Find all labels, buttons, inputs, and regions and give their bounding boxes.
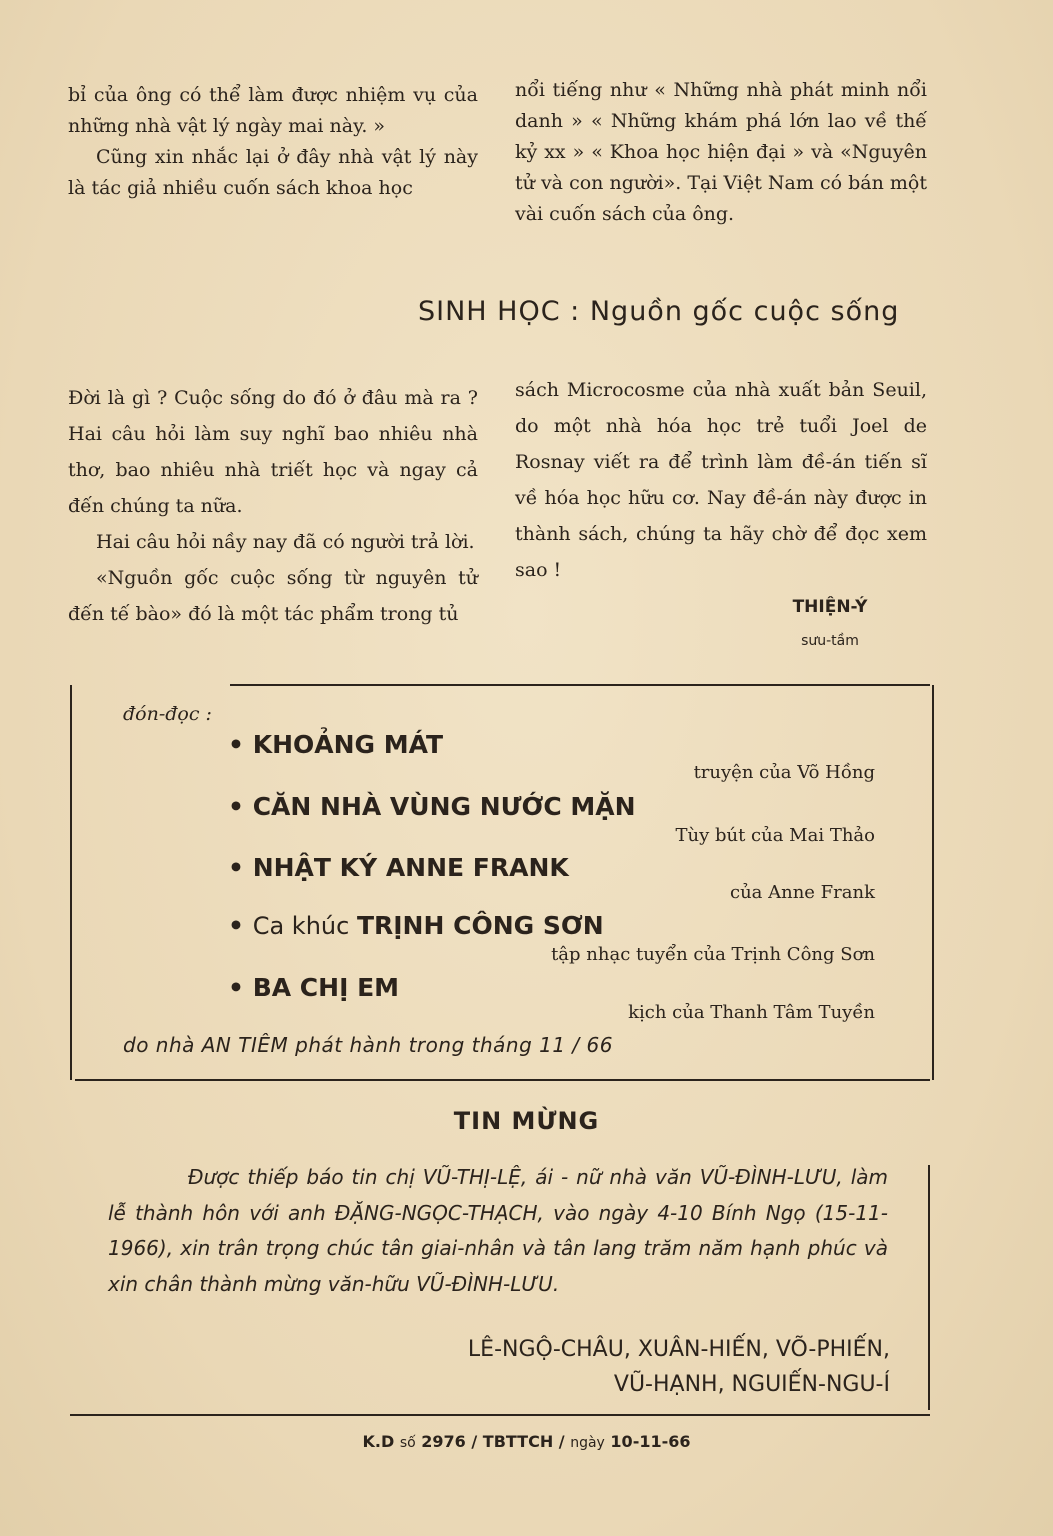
paragraph: Cũng xin nhắc lại ở đây nhà vật lý này là tác giả nhiều cuốn sách khoa học [68, 146, 478, 199]
top-left-column [68, 80, 478, 204]
book-title: BA CHỊ EM [252, 973, 400, 1002]
paragraph: nổi tiếng như « Những nhà phát minh nổi danh » « Những khám phá lớn lao về thế kỷ xx » « Khoa học hiện đại » và «Nguyên tử và con người». Tại Việt Nam có bán một vài cuốn sách của ông. [515, 79, 927, 225]
book-item [228, 911, 604, 940]
bullet: • [228, 973, 244, 1002]
colophon-ngay: ngày [570, 1435, 605, 1451]
paragraph: Hai câu hỏi nầy nay đã có người trả lời. [96, 531, 475, 553]
book-item [228, 792, 636, 821]
divider [70, 1414, 930, 1416]
signers-line: VŨ-HẠNH, NGUIẾN-NGU-Í [613, 1372, 890, 1397]
book-credit: Tùy bút của Mai Thảo [675, 825, 875, 846]
colophon-so: số [399, 1435, 416, 1451]
colophon-date: 10-11-66 [610, 1432, 691, 1451]
book-title: NHẬT KÝ ANNE FRANK [252, 853, 569, 882]
bullet: • [228, 792, 244, 821]
book-credit: kịch của Thanh Tâm Tuyền [628, 1002, 875, 1023]
announcement-label: đón-đọc : [123, 703, 212, 725]
divider [230, 684, 930, 686]
section-heading: SINH HỌC : Nguồn gốc cuộc sống [418, 296, 900, 327]
top-right-column [515, 75, 927, 230]
author-signature: THIỆN-Ý [792, 597, 868, 617]
book-item [228, 853, 569, 882]
bullet: • [228, 730, 244, 759]
book-prefix: Ca khúc [252, 912, 357, 940]
book-title: KHOẢNG MÁT [252, 730, 444, 759]
paragraph: Được thiếp báo tin chị VŨ-THỊ-LỆ, ái - nữ nhà văn VŨ-ĐÌNH-LƯU, làm lễ thành hôn với anh ĐẶNG-NGỌC-THẠCH, vào ngày 4-10 Bính Ngọ (15-11-1966), xin trân trọng chúc tân giai-nhân và tân lang trăm năm hạnh phúc và xin chân thành mừng văn-hữu VŨ-ĐÌNH-LƯU. [108, 1165, 888, 1296]
colophon-number: 2976 / TBTTCH / [421, 1432, 565, 1451]
book-credit: của Anne Frank [729, 882, 875, 903]
paragraph: sách Microcosme của nhà xuất bản Seuil, do một nhà hóa học trẻ tuổi Joel de Rosnay viết ra để trình làm đề-án tiến sĩ về hóa học hữu cơ. Nay đề-án này được in thành sách, chúng ta hãy chờ để đọc xem sao ! [515, 379, 927, 581]
paragraph: Đời là gì ? Cuộc sống do đó ở đâu mà ra ? Hai câu hỏi làm suy nghĩ bao nhiêu nhà thơ, bao nhiêu nhà triết học và ngay cả đến chúng ta nữa. [68, 387, 478, 517]
colophon [0, 1432, 1053, 1451]
book-item [228, 730, 443, 759]
paragraph: bỉ của ông có thể làm được nhiệm vụ của những nhà vật lý ngày mai này. » [68, 84, 478, 137]
book-credit: truyện của Võ Hồng [693, 762, 875, 783]
book-title: TRỊNH CÔNG SƠN [356, 911, 604, 940]
signers-line: LÊ-NGỘ-CHÂU, XUÂN-HIẾN, VÕ-PHIẾN, [467, 1337, 890, 1362]
biology-right-column [515, 372, 927, 588]
divider [75, 1079, 930, 1081]
book-title: CĂN NHÀ VÙNG NƯỚC MẶN [252, 792, 636, 821]
tin-mung-heading: TIN MỪNG [453, 1107, 600, 1135]
bullet: • [228, 853, 244, 882]
divider [928, 1165, 930, 1410]
bullet: • [228, 911, 244, 940]
paragraph: «Nguồn gốc cuộc sống từ nguyên tử đến tế bào» đó là một tác phẩm trong tủ [68, 567, 478, 625]
author-note: sưu-tầm [801, 633, 859, 649]
book-credit: tập nhạc tuyển của Trịnh Công Sơn [551, 944, 875, 965]
publisher-note: do nhà AN TIÊM phát hành trong tháng 11 / 66 [123, 1033, 613, 1057]
biology-left-column [68, 380, 478, 632]
wedding-notice [108, 1160, 888, 1302]
book-item [228, 973, 399, 1002]
colophon-kd: K.D [362, 1432, 395, 1451]
